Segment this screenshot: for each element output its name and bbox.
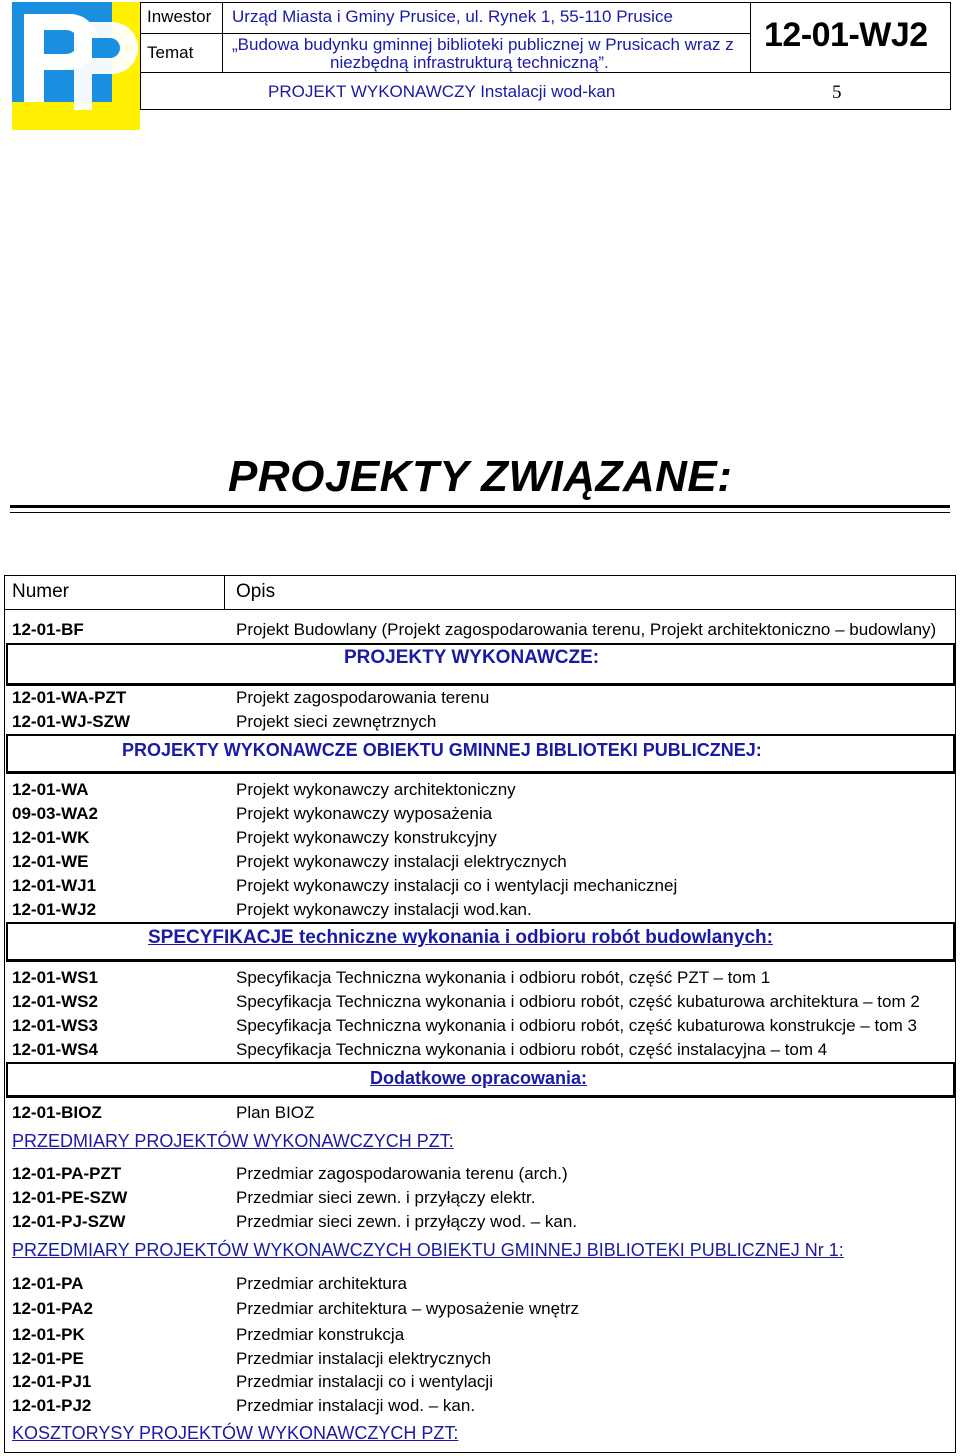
company-logo — [12, 2, 140, 130]
table-row — [0, 804, 960, 828]
project-line: PROJEKT WYKONAWCZY Instalacji wod-kan — [268, 82, 616, 101]
section-heading-dodatkowe: Dodatkowe opracowania: — [370, 1068, 588, 1088]
row-desc: Przedmiar instalacji wod. – kan. — [236, 1396, 476, 1415]
table-row — [0, 1349, 960, 1373]
table-row — [0, 876, 960, 900]
row-desc: Projekt wykonawczy wyposażenia — [236, 804, 493, 823]
row-code: 12-01-WJ1 — [12, 876, 97, 895]
table-row — [0, 1274, 960, 1298]
temat-line-2: niezbędną infrastrukturą techniczną”. — [330, 53, 609, 72]
row-desc: Projekt zagospodarowania terenu — [236, 688, 490, 707]
row-desc: Projekt wykonawczy konstrukcyjny — [236, 828, 497, 847]
row-desc: Plan BIOZ — [236, 1103, 315, 1122]
section-heading-przedmiary-obiektu: PRZEDMIARY PROJEKTÓW WYKONAWCZYCH OBIEKTU GMINNEJ BIBLIOTEKI PUBLICZNEJ Nr 1: — [12, 1240, 844, 1260]
row-code: 12-01-WS2 — [12, 992, 98, 1011]
table-row — [0, 968, 960, 992]
inwestor-label: Inwestor — [147, 7, 212, 26]
table-row — [0, 852, 960, 876]
table-row — [0, 780, 960, 804]
row-desc: Projekt sieci zewnętrznych — [236, 712, 437, 731]
row-desc: Przedmiar konstrukcja — [236, 1325, 405, 1344]
column-header-opis: Opis — [236, 581, 276, 602]
section-heading-obiektu: PROJEKTY WYKONAWCZE OBIEKTU GMINNEJ BIBLIOTEKI PUBLICZNEJ: — [122, 740, 762, 760]
table-row — [0, 1040, 960, 1064]
column-header-numer: Numer — [12, 581, 70, 602]
row-code: 12-01-PA — [12, 1274, 84, 1293]
table-row — [0, 1188, 960, 1212]
row-desc: Przedmiar instalacji co i wentylacji — [236, 1372, 493, 1391]
row-desc: Przedmiar sieci zewn. i przyłączy elektr. — [236, 1188, 536, 1207]
row-code: 12-01-WE — [12, 852, 89, 871]
row-code: 12-01-WJ-SZW — [12, 712, 131, 731]
row-desc: Projekt Budowlany (Projekt zagospodarowania terenu, Projekt architektoniczno – budowlany) — [236, 620, 937, 639]
table-row — [0, 1396, 960, 1420]
table-row — [0, 1372, 960, 1396]
row-desc: Przedmiar architektura – wyposażenie wnętrz — [236, 1299, 579, 1318]
table-row — [0, 1325, 960, 1349]
inwestor-value: Urząd Miasta i Gminy Prusice, ul. Rynek 1, 55-110 Prusice — [232, 7, 673, 26]
row-desc: Projekt wykonawczy instalacji wod.kan. — [236, 900, 532, 919]
row-desc: Przedmiar sieci zewn. i przyłączy wod. – kan. — [236, 1212, 578, 1231]
temat-line-1: „Budowa budynku gminnej biblioteki publicznej w Prusicach wraz z — [232, 35, 734, 54]
row-desc: Specyfikacja Techniczna wykonania i odbioru robót, część instalacyjna – tom 4 — [236, 1040, 828, 1059]
table-row — [0, 712, 960, 736]
row-desc: Projekt wykonawczy instalacji elektrycznych — [236, 852, 567, 871]
title-divider — [10, 505, 950, 508]
temat-label: Temat — [147, 43, 194, 62]
row-desc: Przedmiar zagospodarowania terenu (arch.) — [236, 1164, 568, 1183]
row-code: 12-01-PJ-SZW — [12, 1212, 126, 1231]
row-code: 12-01-PJ2 — [12, 1396, 92, 1415]
row-code: 12-01-WK — [12, 828, 90, 847]
row-code: 12-01-WA — [12, 780, 89, 799]
row-code: 12-01-PE — [12, 1349, 84, 1368]
row-code: 12-01-BIOZ — [12, 1103, 102, 1122]
table-row — [0, 1164, 960, 1188]
row-code: 12-01-WS1 — [12, 968, 98, 987]
row-desc: Przedmiar architektura — [236, 1274, 408, 1293]
table-row — [0, 900, 960, 924]
row-code: 09-03-WA2 — [12, 804, 98, 823]
row-code: 12-01-WS4 — [12, 1040, 98, 1059]
table-row — [0, 828, 960, 852]
row-desc: Specyfikacja Techniczna wykonania i odbioru robót, część PZT – tom 1 — [236, 968, 771, 987]
row-code: 12-01-WA-PZT — [12, 688, 127, 707]
table-row — [0, 620, 960, 644]
row-code: 12-01-WJ2 — [12, 900, 97, 919]
row-desc: Specyfikacja Techniczna wykonania i odbioru robót, część kubaturowa konstrukcje – tom 3 — [236, 1016, 917, 1035]
table-row — [0, 1016, 960, 1040]
document-code: 12-01-WJ2 — [764, 16, 928, 54]
row-code: 12-01-PA2 — [12, 1299, 93, 1318]
row-desc: Przedmiar instalacji elektrycznych — [236, 1349, 492, 1368]
row-code: 12-01-PE-SZW — [12, 1188, 128, 1207]
row-code: 12-01-WS3 — [12, 1016, 98, 1035]
row-code: 12-01-BF — [12, 620, 84, 639]
page-number: 5 — [832, 82, 842, 103]
row-code: 12-01-PA-PZT — [12, 1164, 122, 1183]
table-row — [0, 1103, 960, 1127]
row-code: 12-01-PJ1 — [12, 1372, 92, 1391]
section-heading-kosztorysy: KOSZTORYSY PROJEKTÓW WYKONAWCZYCH PZT: — [12, 1423, 459, 1443]
table-row — [0, 992, 960, 1016]
row-desc: Projekt wykonawczy instalacji co i wentylacji mechanicznej — [236, 876, 678, 895]
row-desc: Specyfikacja Techniczna wykonania i odbioru robót, część kubaturowa architektura – tom 2 — [236, 992, 920, 1011]
table-row — [0, 1299, 960, 1323]
page-title: PROJEKTY ZWIĄZANE: — [228, 452, 733, 501]
section-heading-specyfikacje: SPECYFIKACJE techniczne wykonania i odbioru robót budowlanych: — [148, 927, 773, 948]
table-row — [0, 1212, 960, 1236]
document-header — [0, 0, 960, 132]
section-heading-przedmiary-pzt: PRZEDMIARY PROJEKTÓW WYKONAWCZYCH PZT: — [12, 1131, 454, 1151]
row-code: 12-01-PK — [12, 1325, 85, 1344]
table-row — [0, 688, 960, 712]
row-desc: Projekt wykonawczy architektoniczny — [236, 780, 516, 799]
section-heading-wykonawcze: PROJEKTY WYKONAWCZE: — [344, 647, 600, 668]
